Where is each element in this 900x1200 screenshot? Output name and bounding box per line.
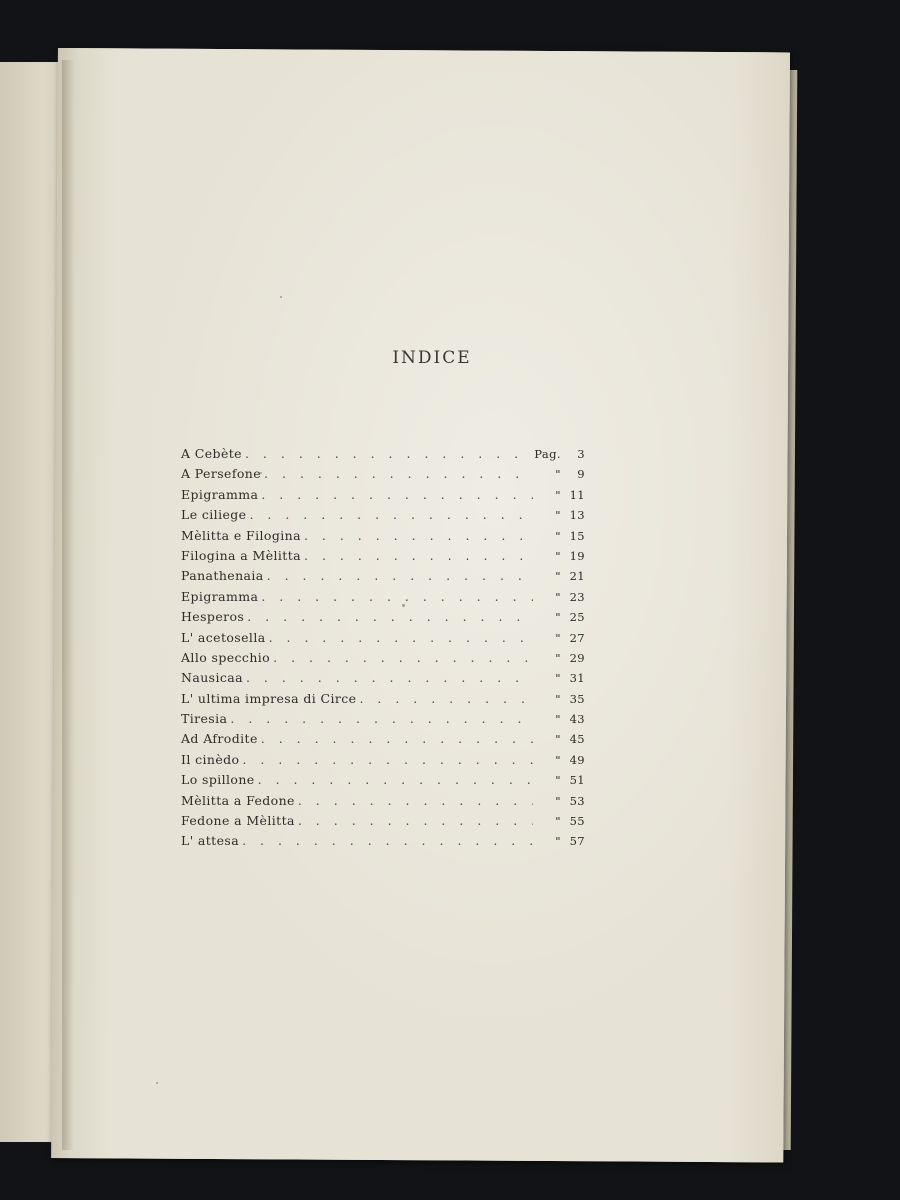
toc-page-prefix: " xyxy=(555,814,561,829)
toc-page-number: 43 xyxy=(569,712,585,727)
toc-page-prefix: " xyxy=(555,691,561,706)
toc-dot-leader xyxy=(301,548,533,563)
toc-page-number: 45 xyxy=(569,732,585,747)
toc-entry xyxy=(181,752,585,772)
toc-entry-title: Fedone a Mèlitta xyxy=(181,813,295,829)
toc-page-prefix: " xyxy=(555,589,561,604)
toc-page-prefix: " xyxy=(555,834,561,849)
toc-entry xyxy=(181,711,585,731)
toc-page-number: 9 xyxy=(577,467,585,482)
toc-dot-leader xyxy=(246,507,533,522)
toc-entry-title: Il cinèdo xyxy=(181,751,240,767)
toc-entry xyxy=(181,568,585,588)
toc-entry xyxy=(181,670,585,690)
toc-entry-title: L' attesa xyxy=(181,833,240,849)
toc-entry-title: Tiresia xyxy=(181,711,228,727)
toc-dot-leader xyxy=(258,731,533,746)
toc-entry xyxy=(181,731,585,751)
toc-page-prefix: " xyxy=(555,793,561,808)
toc-dot-leader xyxy=(266,630,533,645)
toc-dot-leader xyxy=(239,833,533,848)
toc-dot-leader xyxy=(295,813,533,828)
toc-page-prefix: " xyxy=(555,548,561,563)
toc-page-prefix: " xyxy=(555,569,561,584)
toc-page-prefix: " xyxy=(555,712,561,727)
toc-entry-title: Epigramma xyxy=(181,588,259,604)
toc-entry xyxy=(181,793,585,813)
toc-page-number: 23 xyxy=(569,589,585,604)
toc-page-number: 21 xyxy=(569,569,585,584)
toc-dot-leader xyxy=(301,528,533,543)
toc-page-prefix: " xyxy=(555,671,561,686)
toc-dot-leader xyxy=(242,446,533,461)
toc-page-number: 13 xyxy=(569,508,585,523)
toc-page-prefix: " xyxy=(555,508,561,523)
toc-page-prefix: " xyxy=(555,487,561,502)
toc-entry xyxy=(181,487,585,507)
toc-page-prefix: " xyxy=(555,528,561,543)
toc-entry xyxy=(181,650,585,670)
toc-entry-title: A Cebète xyxy=(181,446,242,461)
toc-page-number: 19 xyxy=(569,548,585,563)
toc-page-prefix: " xyxy=(555,650,561,665)
toc-entry xyxy=(181,466,585,486)
toc-page-number: 51 xyxy=(569,773,585,788)
gutter-shadow xyxy=(62,60,74,1150)
toc-page-prefix: " xyxy=(555,610,561,625)
toc-entry-title: Epigramma xyxy=(181,486,259,502)
toc-page-number: 49 xyxy=(569,752,585,767)
toc-entry-title: A Persefone xyxy=(181,466,262,482)
toc-page-prefix: " xyxy=(555,773,561,788)
toc-page-number: 27 xyxy=(569,630,585,645)
toc-page-number: 35 xyxy=(569,691,585,706)
toc-entry xyxy=(181,548,585,568)
toc-entry xyxy=(181,772,585,792)
toc-dot-leader xyxy=(244,609,533,624)
toc-dot-leader xyxy=(264,568,533,583)
toc-page-number: 15 xyxy=(569,528,585,543)
toc-dot-leader xyxy=(258,589,533,604)
toc-entry-title: L' acetosella xyxy=(181,629,266,645)
toc-page-prefix: " xyxy=(555,752,561,767)
toc-entry-title: Filogina a Mèlitta xyxy=(181,547,301,563)
toc-dot-leader xyxy=(243,670,533,685)
toc-entry-title: Ad Afrodite xyxy=(181,731,258,747)
toc-dot-leader xyxy=(270,650,533,665)
toc-entry-title: Panathenaia xyxy=(181,568,264,584)
table-of-contents xyxy=(181,446,585,854)
toc-page-number: 55 xyxy=(569,814,585,829)
toc-dot-leader xyxy=(227,711,533,726)
toc-entry-title: Mèlitta a Fedone xyxy=(181,792,295,808)
toc-entry xyxy=(181,528,585,548)
toc-dot-leader xyxy=(261,466,533,481)
toc-entry xyxy=(181,609,585,629)
toc-entry-title: Lo spillone xyxy=(181,772,255,788)
paper-speck xyxy=(280,296,282,298)
toc-page-prefix: Pag. xyxy=(534,447,561,461)
toc-dot-leader xyxy=(356,691,533,706)
index-heading: INDICE xyxy=(392,348,472,368)
toc-dot-leader xyxy=(258,487,533,502)
toc-entry xyxy=(181,507,585,527)
toc-page-number: 3 xyxy=(577,447,585,461)
toc-page-number: 31 xyxy=(569,671,585,686)
toc-dot-leader xyxy=(239,752,533,767)
toc-page-prefix: " xyxy=(555,732,561,747)
toc-page-number: 57 xyxy=(569,834,585,849)
toc-entry-title: Mèlitta e Filogina xyxy=(181,527,301,543)
toc-page-number: 11 xyxy=(569,487,585,502)
paper-speck xyxy=(156,1082,158,1084)
toc-entry xyxy=(181,691,585,711)
toc-dot-leader xyxy=(255,772,533,787)
toc-entry-title: Hesperos xyxy=(181,609,245,625)
toc-page-prefix: " xyxy=(555,630,561,645)
toc-entry xyxy=(181,589,585,609)
toc-entry xyxy=(181,833,585,853)
toc-dot-leader xyxy=(295,793,533,808)
toc-entry-title: Le ciliege xyxy=(181,507,247,523)
toc-page-number: 25 xyxy=(569,610,585,625)
toc-page-prefix: " xyxy=(555,467,561,482)
toc-entry xyxy=(181,813,585,833)
toc-entry xyxy=(181,446,585,466)
toc-entry-title: Nausicaa xyxy=(181,670,243,686)
toc-entry-title: L' ultima impresa di Circe xyxy=(181,690,357,706)
toc-entry-title: Allo specchio xyxy=(181,649,271,665)
toc-page-number: 53 xyxy=(569,793,585,808)
toc-page-number: 29 xyxy=(569,650,585,665)
toc-entry xyxy=(181,630,585,650)
